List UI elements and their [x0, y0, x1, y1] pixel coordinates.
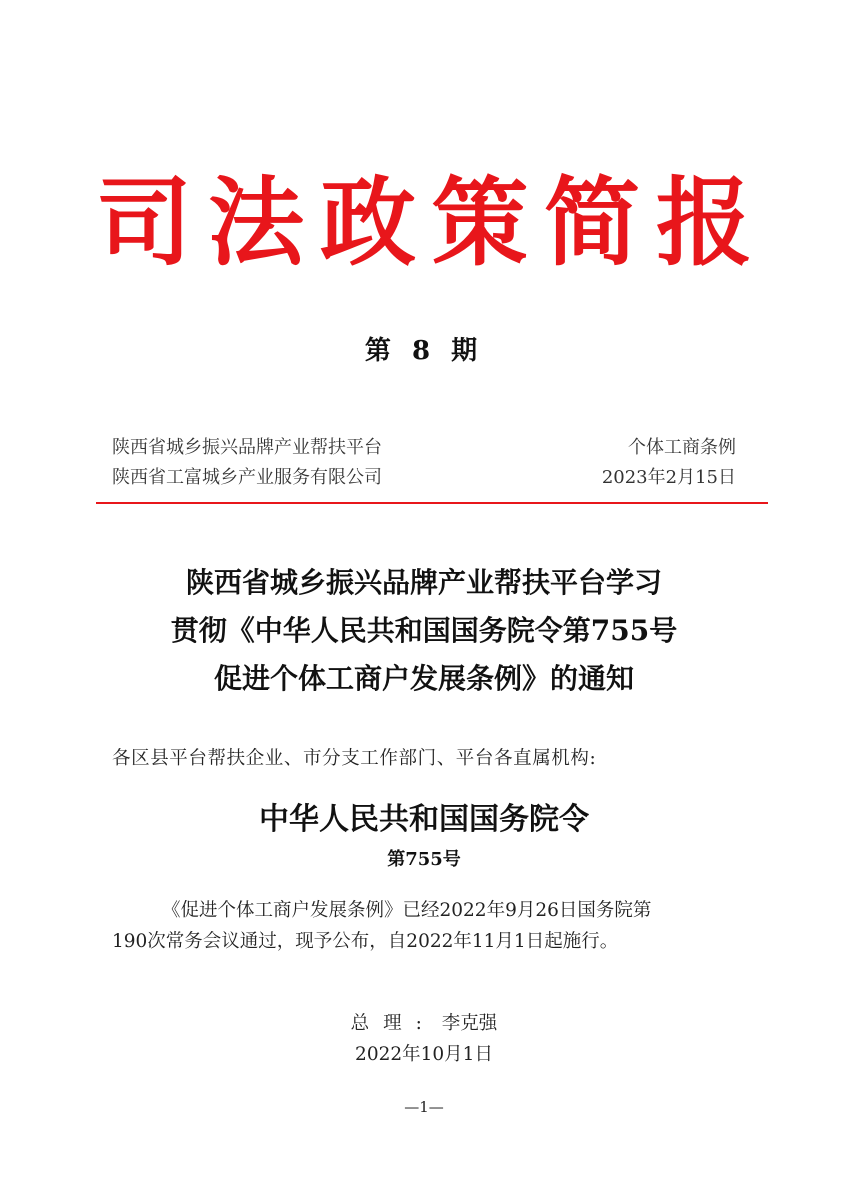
meta-row — [112, 434, 736, 462]
masthead-char: 简 — [544, 166, 640, 279]
body-paragraph-line: 《促进个体工商户发展条例》已经2022年9月26日国务院第 — [162, 900, 652, 921]
addressee: 各区县平台帮扶企业、市分支工作部门、平台各直属机构: — [112, 748, 597, 769]
page-number: —1— — [404, 1098, 444, 1116]
masthead-title — [0, 168, 848, 278]
meta-row — [112, 464, 736, 492]
issue-number: 第 8 期 — [364, 336, 484, 366]
decree-number: 第755号 — [387, 849, 461, 870]
masthead-char: 策 — [432, 166, 528, 279]
red-divider — [96, 502, 768, 504]
masthead-char: 法 — [208, 166, 304, 279]
company-name: 陕西省工富城乡产业服务有限公司 — [112, 467, 382, 488]
masthead-char: 司 — [96, 166, 192, 279]
signatory-label: 总理: — [350, 1013, 436, 1034]
notice-title-line: 促进个体工商户发展条例》的通知 — [213, 662, 634, 695]
issuer-name: 陕西省城乡振兴品牌产业帮扶平台 — [112, 437, 382, 458]
decree-title: 中华人民共和国国务院令 — [259, 802, 589, 837]
notice-title-line: 陕西省城乡振兴品牌产业帮扶平台学习 — [185, 566, 662, 599]
signatory — [0, 1009, 848, 1035]
document-topic: 个体工商条例 — [628, 437, 736, 458]
masthead-char: 政 — [320, 166, 416, 279]
signature-date: 2022年10月1日 — [355, 1044, 493, 1065]
issue-date: 2023年2月15日 — [601, 467, 736, 488]
masthead-char: 报 — [656, 166, 752, 279]
signatory-name: 李克强 — [441, 1013, 498, 1034]
notice-title-line: 贯彻《中华人民共和国国务院令第755号 — [170, 614, 678, 647]
body-paragraph-line: 190次常务会议通过，现予公布，自2022年11月1日起施行。 — [112, 931, 619, 952]
